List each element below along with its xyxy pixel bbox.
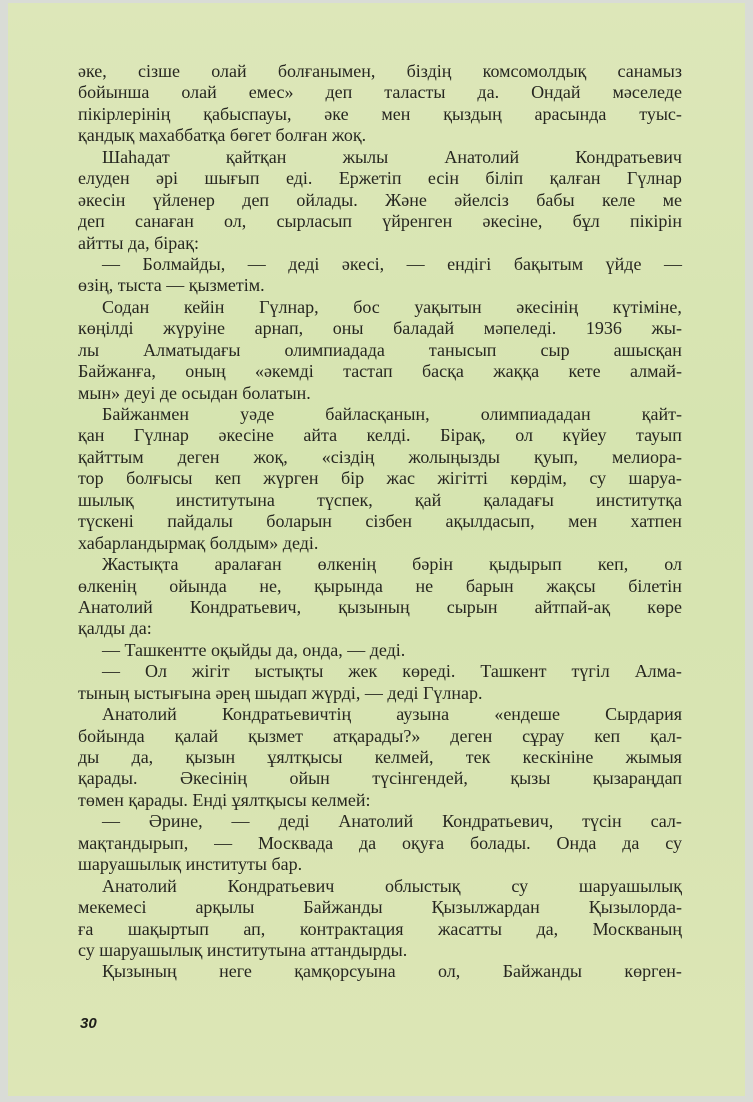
text-line: түскені пайдалы боларын сізбен ақылдасып, мен хатпен <box>78 511 682 532</box>
text-line: бойынша олай емес» деп таласты да. Ондай мәселеде <box>78 82 682 103</box>
text-line: айтты да, бірақ: <box>78 232 199 253</box>
text-line: Анатолий Кондратьевич облыстық су шаруашылық <box>102 875 682 896</box>
text-line: Қызының неге қамқорсуына ол, Байжанды көрген- <box>102 961 682 982</box>
text-line: Анатолий Кондратьевичтің аузына «ендеше Сырдария <box>102 704 682 725</box>
text-line: әкесін үйленер деп ойлады. Және әйелсіз бабы келе ме <box>78 189 682 210</box>
text-line: бойында қалай қызмет атқарады?» деген сұрау кеп қал- <box>78 725 682 746</box>
text-line: су шаруашылық институтына аттандырды. <box>78 939 408 960</box>
book-page <box>8 3 745 1096</box>
text-line: ды да, қызын ұялтқысы келмей, тек кескініне жымыя <box>78 747 682 767</box>
text-line: әке, сізше олай болғанымен, біздің комсомолдық санамыз <box>78 61 682 81</box>
text-line: Байжанға, оның «әкемді тастап басқа жаққа кете алмай- <box>78 361 682 382</box>
text-line: деп санаған ол, сырласып үйренген әкесіне, бұл пікірін <box>78 211 682 232</box>
text-line: мақтандырып, — Москвада да оқуға болады. Онда да су <box>78 832 682 853</box>
text-line: қандық махаббатқа бөгет болған жоқ. <box>78 125 367 146</box>
text-line: — Ташкентте оқыйды да, онда, — деді. <box>102 639 406 660</box>
text-line: лы Алматыдағы олимпиадада танысып сыр ашысқан <box>78 339 682 360</box>
text-line: шаруашылық институты бар. <box>78 854 303 875</box>
text-line: қан Гүлнар әкесіне айта келді. Бірақ, ол күйеу тауып <box>78 425 682 446</box>
text-line: тының ыстығына әрең шыдап жүрді, — деді Гүлнар. <box>78 682 483 703</box>
text-line: — Ол жігіт ыстықты жек көреді. Ташкент түгіл Алма- <box>102 661 682 682</box>
text-line: — Болмайды, — деді әкесі, — ендігі бақытым үйде — <box>102 253 682 274</box>
text-line: — Әрине, — деді Анатолий Кондратьевич, түсін сал- <box>102 811 682 832</box>
text-line: елуден әрі шығып еді. Ержетіп есін біліп қалған Гүлнар <box>78 168 682 189</box>
text-line: өлкенің ойында не, қырында не барын жақсы білетін <box>78 575 682 596</box>
text-line: тор болғысы кеп жүрген бір жас жігітті көрдім, су шаруа- <box>78 468 682 489</box>
text-line: шылық институтына түспек, қай қаладағы институтқа <box>78 489 682 510</box>
body-text <box>78 61 682 983</box>
text-line: ға шақыртып ап, контрактация жасатты да, Москваның <box>78 918 682 939</box>
text-line: Содан кейін Гүлнар, бос уақытын әкесінің күтіміне, <box>102 296 682 317</box>
text-line: мекемесі арқылы Байжанды Қызылжардан Қызылорда- <box>78 897 682 918</box>
text-line: қарады. Әкесінің ойын түсінгендей, қызы қызараңдап <box>78 768 682 789</box>
text-line: қалды да: <box>78 618 152 639</box>
page-number: 30 <box>80 1015 97 1032</box>
text-line: төмен қарады. Енді ұялтқысы келмей: <box>78 789 371 810</box>
text-line: Байжанмен уәде байласқанын, олимпиададан қайт- <box>102 404 682 424</box>
text-line: Анатолий Кондратьевич, қызының сырын айтпай-ақ көре <box>78 596 682 617</box>
text-line: пікірлерінің қабыспауы, әке мен қыздың арасында туыс- <box>78 103 682 124</box>
text-line: хабарландырмақ болдым» деді. <box>78 532 319 553</box>
text-line: Жастықта аралаған өлкенің бәрін қыдырып кеп, ол <box>102 554 682 575</box>
text-line: қайттым деген жоқ, «сіздің жолыңызды қуып, мелиора- <box>78 446 682 467</box>
text-line: өзің, тыста — қызметім. <box>78 275 265 296</box>
text-line: мын» деуі де осыдан болатын. <box>78 382 311 403</box>
text-line: Шаһадат қайтқан жылы Анатолий Кондратьевич <box>102 146 682 167</box>
text-line: көңілді жүруіне арнап, оны баладай мәпеледі. 1936 жы- <box>78 318 682 339</box>
